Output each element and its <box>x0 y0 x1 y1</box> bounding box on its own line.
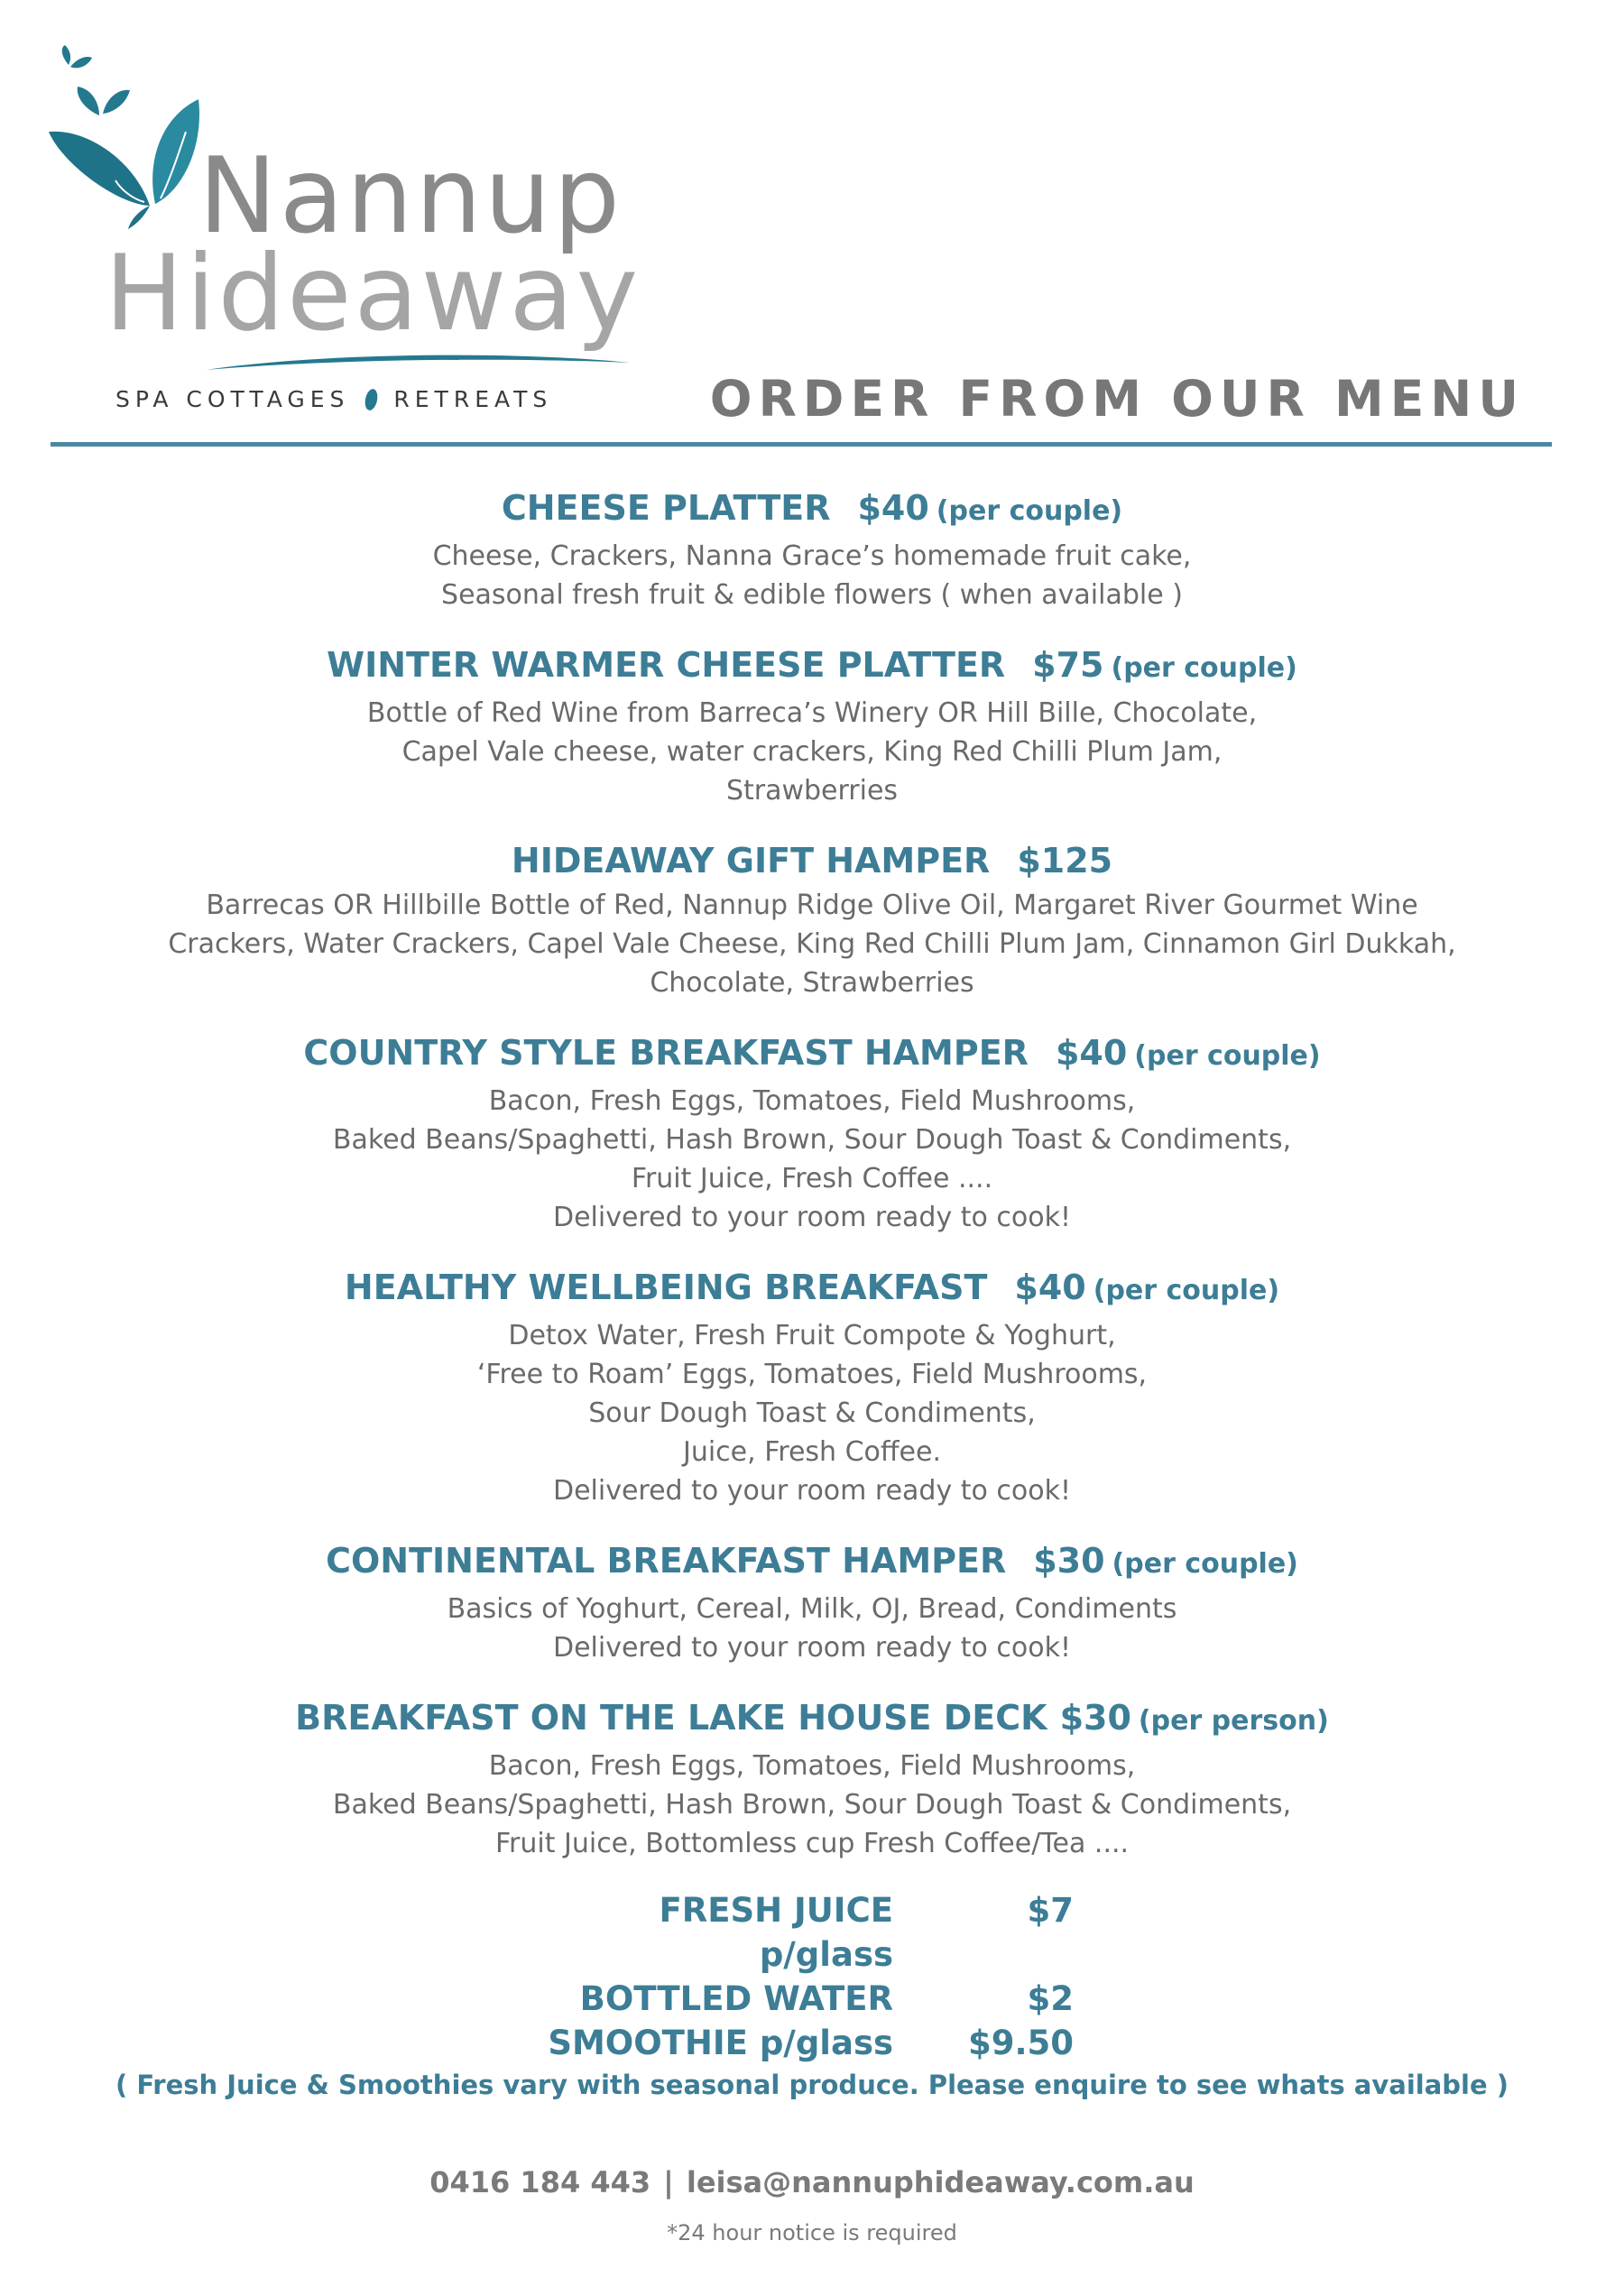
drink-row <box>0 1888 1624 1977</box>
menu-item-heading <box>0 640 1624 694</box>
menu-item-line: ‘Free to Roam’ Eggs, Tomatoes, Field Mushrooms, <box>476 1359 1148 1390</box>
menu-item-title: COUNTRY STYLE BREAKFAST HAMPER <box>303 1033 1029 1073</box>
menu-item-line: Sour Dough Toast & Condiments, <box>588 1397 1036 1429</box>
menu-item-line: Delivered to your room ready to cook! <box>552 1632 1072 1664</box>
menu-item-line: Bacon, Fresh Eggs, Tomatoes, Field Mushrooms, <box>488 1085 1136 1117</box>
menu-item <box>0 1262 1624 1510</box>
logo-swoosh <box>206 352 630 379</box>
contact-phone[interactable]: 0416 184 443 <box>429 2165 651 2199</box>
drink-price: $9.50 <box>967 2024 1074 2062</box>
contact-separator: | <box>663 2165 674 2199</box>
menu-item-title: CHEESE PLATTER <box>501 488 831 528</box>
menu-item <box>0 835 1624 1002</box>
menu-item <box>0 1692 1624 1863</box>
brand-name-line2: Hideaway <box>105 233 641 355</box>
menu-item-line: Bacon, Fresh Eggs, Tomatoes, Field Mushrooms, <box>488 1750 1136 1782</box>
menu-item-line: Cheese, Crackers, Nanna Grace’s homemade fruit cake, <box>432 540 1192 572</box>
drink-name: BOTTLED WATER <box>579 1979 893 2018</box>
menu-item-unit: (per couple) <box>1112 1548 1298 1580</box>
menu-item-price: $30 <box>1059 1698 1131 1738</box>
menu-item-heading <box>0 1262 1624 1316</box>
menu-item-line: Fruit Juice, Bottomless cup Fresh Coffee/Tea .... <box>494 1828 1130 1859</box>
menu-item-title: CONTINENTAL BREAKFAST HAMPER <box>326 1541 1007 1581</box>
menu-item-line: Baked Beans/Spaghetti, Hash Brown, Sour Dough Toast & Condiments, <box>332 1124 1292 1156</box>
menu-item-heading <box>0 1028 1624 1082</box>
drink-name: FRESH JUICE p/glass <box>659 1891 893 1974</box>
menu-item-heading <box>0 1692 1624 1747</box>
menu-item-unit: (per couple) <box>1134 1040 1321 1072</box>
brand-logo <box>43 45 641 424</box>
menu-item-price: $125 <box>1017 841 1113 881</box>
butterfly-leaves-icon <box>43 45 206 235</box>
menu-item-line: Fruit Juice, Fresh Coffee .... <box>631 1163 993 1194</box>
contact-line <box>0 2159 1624 2206</box>
menu-item-line: Barrecas OR Hillbille Bottle of Red, Nannup Ridge Olive Oil, Margaret River Gourmet Wine <box>206 890 1418 921</box>
drinks-note: ( Fresh Juice & Smoothies vary with seasonal produce. Please enquire to see whats available ) <box>115 2070 1509 2100</box>
notice-text: *24 hour notice is required <box>667 2220 957 2245</box>
menu-item-heading <box>0 1535 1624 1590</box>
page-title: ORDER FROM OUR MENU <box>709 370 1525 428</box>
menu-item-line: Delivered to your room ready to cook! <box>552 1202 1072 1233</box>
menu-item-price: $40 <box>1055 1033 1128 1073</box>
menu-item <box>0 640 1624 810</box>
menu-item-heading <box>0 483 1624 537</box>
menu-item-line: Basics of Yoghurt, Cereal, Milk, OJ, Bread, Condiments <box>447 1593 1177 1625</box>
drink-price: $7 <box>1027 1891 1074 1930</box>
menu-item-unit: (per person) <box>1138 1705 1329 1737</box>
menu-item-title: BREAKFAST ON THE LAKE HOUSE DECK <box>295 1698 1047 1738</box>
menu-item <box>0 1028 1624 1237</box>
contact-email[interactable]: leisa@nannuphideaway.com.au <box>686 2165 1195 2199</box>
brand-tagline <box>115 386 552 412</box>
drinks-list <box>0 1888 1624 2105</box>
brand-name-line1: Nannup <box>198 135 623 257</box>
menu-item-unit: (per couple) <box>1111 652 1297 684</box>
menu-item-title: WINTER WARMER CHEESE PLATTER <box>327 645 1006 685</box>
menu-item <box>0 1535 1624 1667</box>
menu-item-price: $40 <box>1014 1268 1086 1307</box>
menu-item-price: $40 <box>857 488 929 528</box>
menu-item-line: Crackers, Water Crackers, Capel Vale Cheese, King Red Chilli Plum Jam, Cinnamon Girl Dukkah, <box>168 928 1456 960</box>
drink-name: SMOOTHIE p/glass <box>548 2024 893 2062</box>
menu-item-line: Chocolate, Strawberries <box>650 967 974 999</box>
menu-item-line: Bottle of Red Wine from Barreca’s Winery OR Hill Bille, Chocolate, <box>366 697 1258 729</box>
menu-item-title: HIDEAWAY GIFT HAMPER <box>511 841 991 881</box>
menu-item-line: Capel Vale cheese, water crackers, King Red Chilli Plum Jam, <box>401 736 1223 768</box>
drink-price: $2 <box>1027 1979 1074 2018</box>
menu-item-line: Detox Water, Fresh Fruit Compote & Yoghurt, <box>508 1320 1116 1351</box>
tagline-left: SPA COTTAGES <box>115 386 350 412</box>
menu-item-line: Strawberries <box>725 775 899 807</box>
menu-item-unit: (per couple) <box>936 495 1123 527</box>
menu-item-price: $75 <box>1032 645 1104 685</box>
menu-item <box>0 483 1624 614</box>
leaf-dot-icon <box>364 387 380 410</box>
menu-list <box>0 483 1624 2255</box>
header-divider <box>51 442 1552 447</box>
drink-row <box>0 2021 1624 2065</box>
menu-item-line: Seasonal fresh fruit & edible flowers ( when available ) <box>441 579 1183 611</box>
menu-item-title: HEALTHY WELLBEING BREAKFAST <box>344 1268 988 1307</box>
tagline-right: RETREATS <box>393 386 553 412</box>
menu-item-unit: (per couple) <box>1093 1275 1280 1306</box>
drink-row <box>0 1977 1624 2021</box>
menu-item-line: Delivered to your room ready to cook! <box>552 1475 1072 1507</box>
menu-item-heading <box>0 835 1624 886</box>
menu-item-line: Baked Beans/Spaghetti, Hash Brown, Sour Dough Toast & Condiments, <box>332 1789 1292 1821</box>
menu-item-line: Juice, Fresh Coffee. <box>682 1436 942 1468</box>
menu-item-price: $30 <box>1033 1541 1105 1581</box>
